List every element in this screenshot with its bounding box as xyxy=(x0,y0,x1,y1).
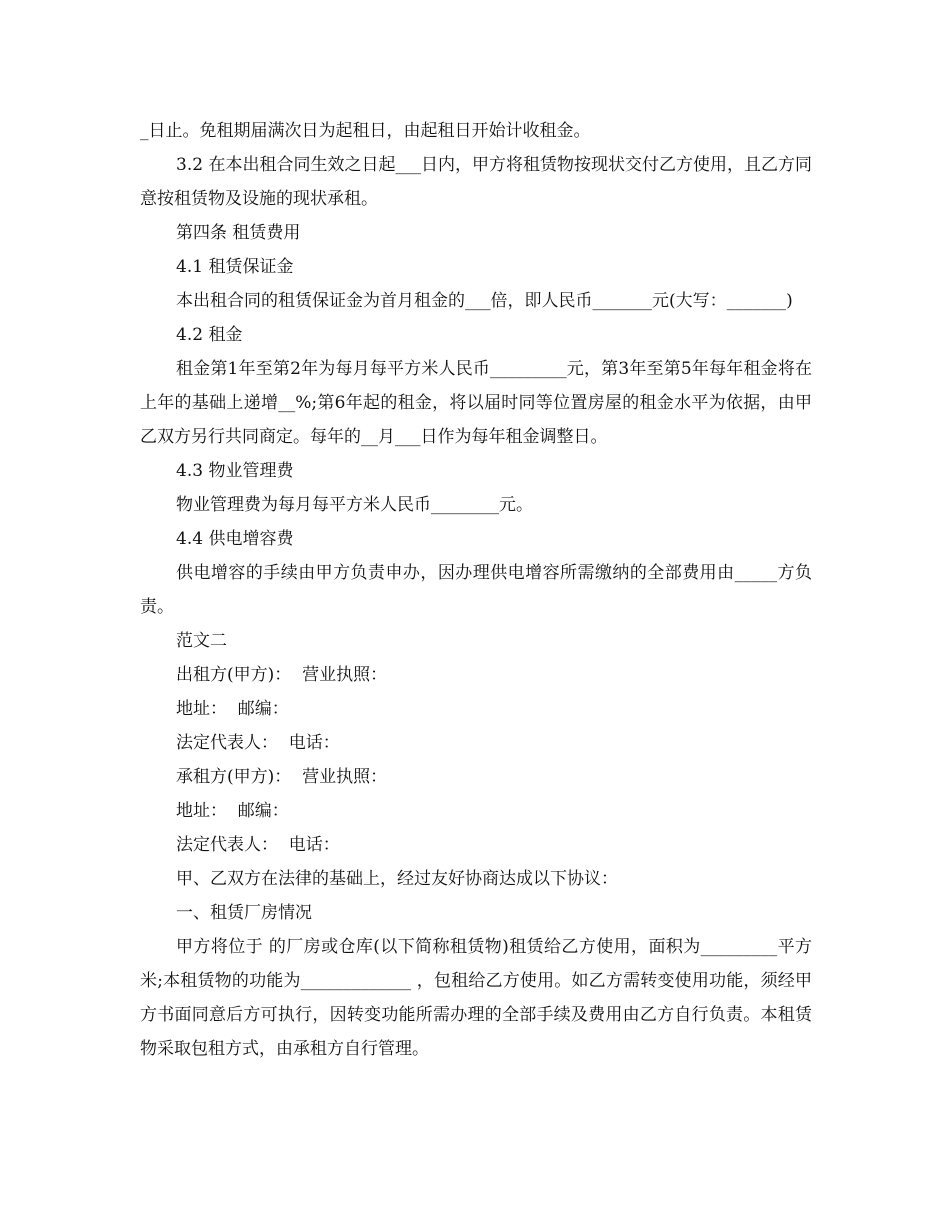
paragraph-clause-3-2: 3.2 在本出租合同生效之日起___日内，甲方将租赁物按现状交付乙方使用，且乙方同意按租赁物及设施的现状承租。 xyxy=(140,155,812,209)
field-lessor: 出租方(甲方)： 营业执照： xyxy=(176,665,388,685)
heading-clause-4-1: 4.1 租赁保证金 xyxy=(176,257,294,277)
document-body xyxy=(140,114,812,1066)
heading-sample-two: 范文二 xyxy=(176,631,227,651)
field-lessee: 承租方(甲方)： 营业执照： xyxy=(176,767,388,787)
field-lessor-address: 地址： 邮编： xyxy=(176,699,289,719)
heading-clause-4-4: 4.4 供电增容费 xyxy=(176,529,294,549)
field-lessee-address: 地址： 邮编： xyxy=(176,801,289,821)
paragraph-deposit: 本出租合同的租赁保证金为首月租金的___倍，即人民币_______元(大写：_______) xyxy=(176,291,793,311)
heading-article-4: 第四条 租赁费用 xyxy=(176,223,301,243)
paragraph-rent-free-end: _日止。免租期届满次日为起租日，由起租日开始计收租金。 xyxy=(140,121,591,141)
heading-section-1: 一、租赁厂房情况 xyxy=(176,903,312,923)
field-lessee-representative: 法定代表人： 电话： xyxy=(176,835,340,855)
paragraph-premises: 甲方将位于 的厂房或仓库(以下简称租赁物)租赁给乙方使用，面积为_________平方米;本租赁物的功能为_____________ ，包租给乙方使用。如乙方需转变使用功能，须经甲方书面同意后方可执行，因转变功能所需办理的全部手续及费用由乙方自行负责。本租赁物采取包租方式，由承租方自行管理。 xyxy=(140,937,812,1059)
paragraph-management-fee: 物业管理费为每月每平方米人民币________元。 xyxy=(176,495,533,515)
paragraph-agreement-intro: 甲、乙双方在法律的基础上，经过友好协商达成以下协议： xyxy=(176,869,618,889)
paragraph-rent: 租金第1年至第2年为每月每平方米人民币_________元，第3年至第5年每年租金将在上年的基础上递增__%;第6年起的租金，将以届时同等位置房屋的租金水平为依据，由甲乙双方另行共同商定。每年的__月___日作为每年租金调整日。 xyxy=(140,359,812,447)
heading-clause-4-2: 4.2 租金 xyxy=(176,325,243,345)
field-lessor-representative: 法定代表人： 电话： xyxy=(176,733,340,753)
paragraph-power-capacity: 供电增容的手续由甲方负责申办，因办理供电增容所需缴纳的全部费用由_____方负责。 xyxy=(140,563,812,617)
heading-clause-4-3: 4.3 物业管理费 xyxy=(176,461,294,481)
